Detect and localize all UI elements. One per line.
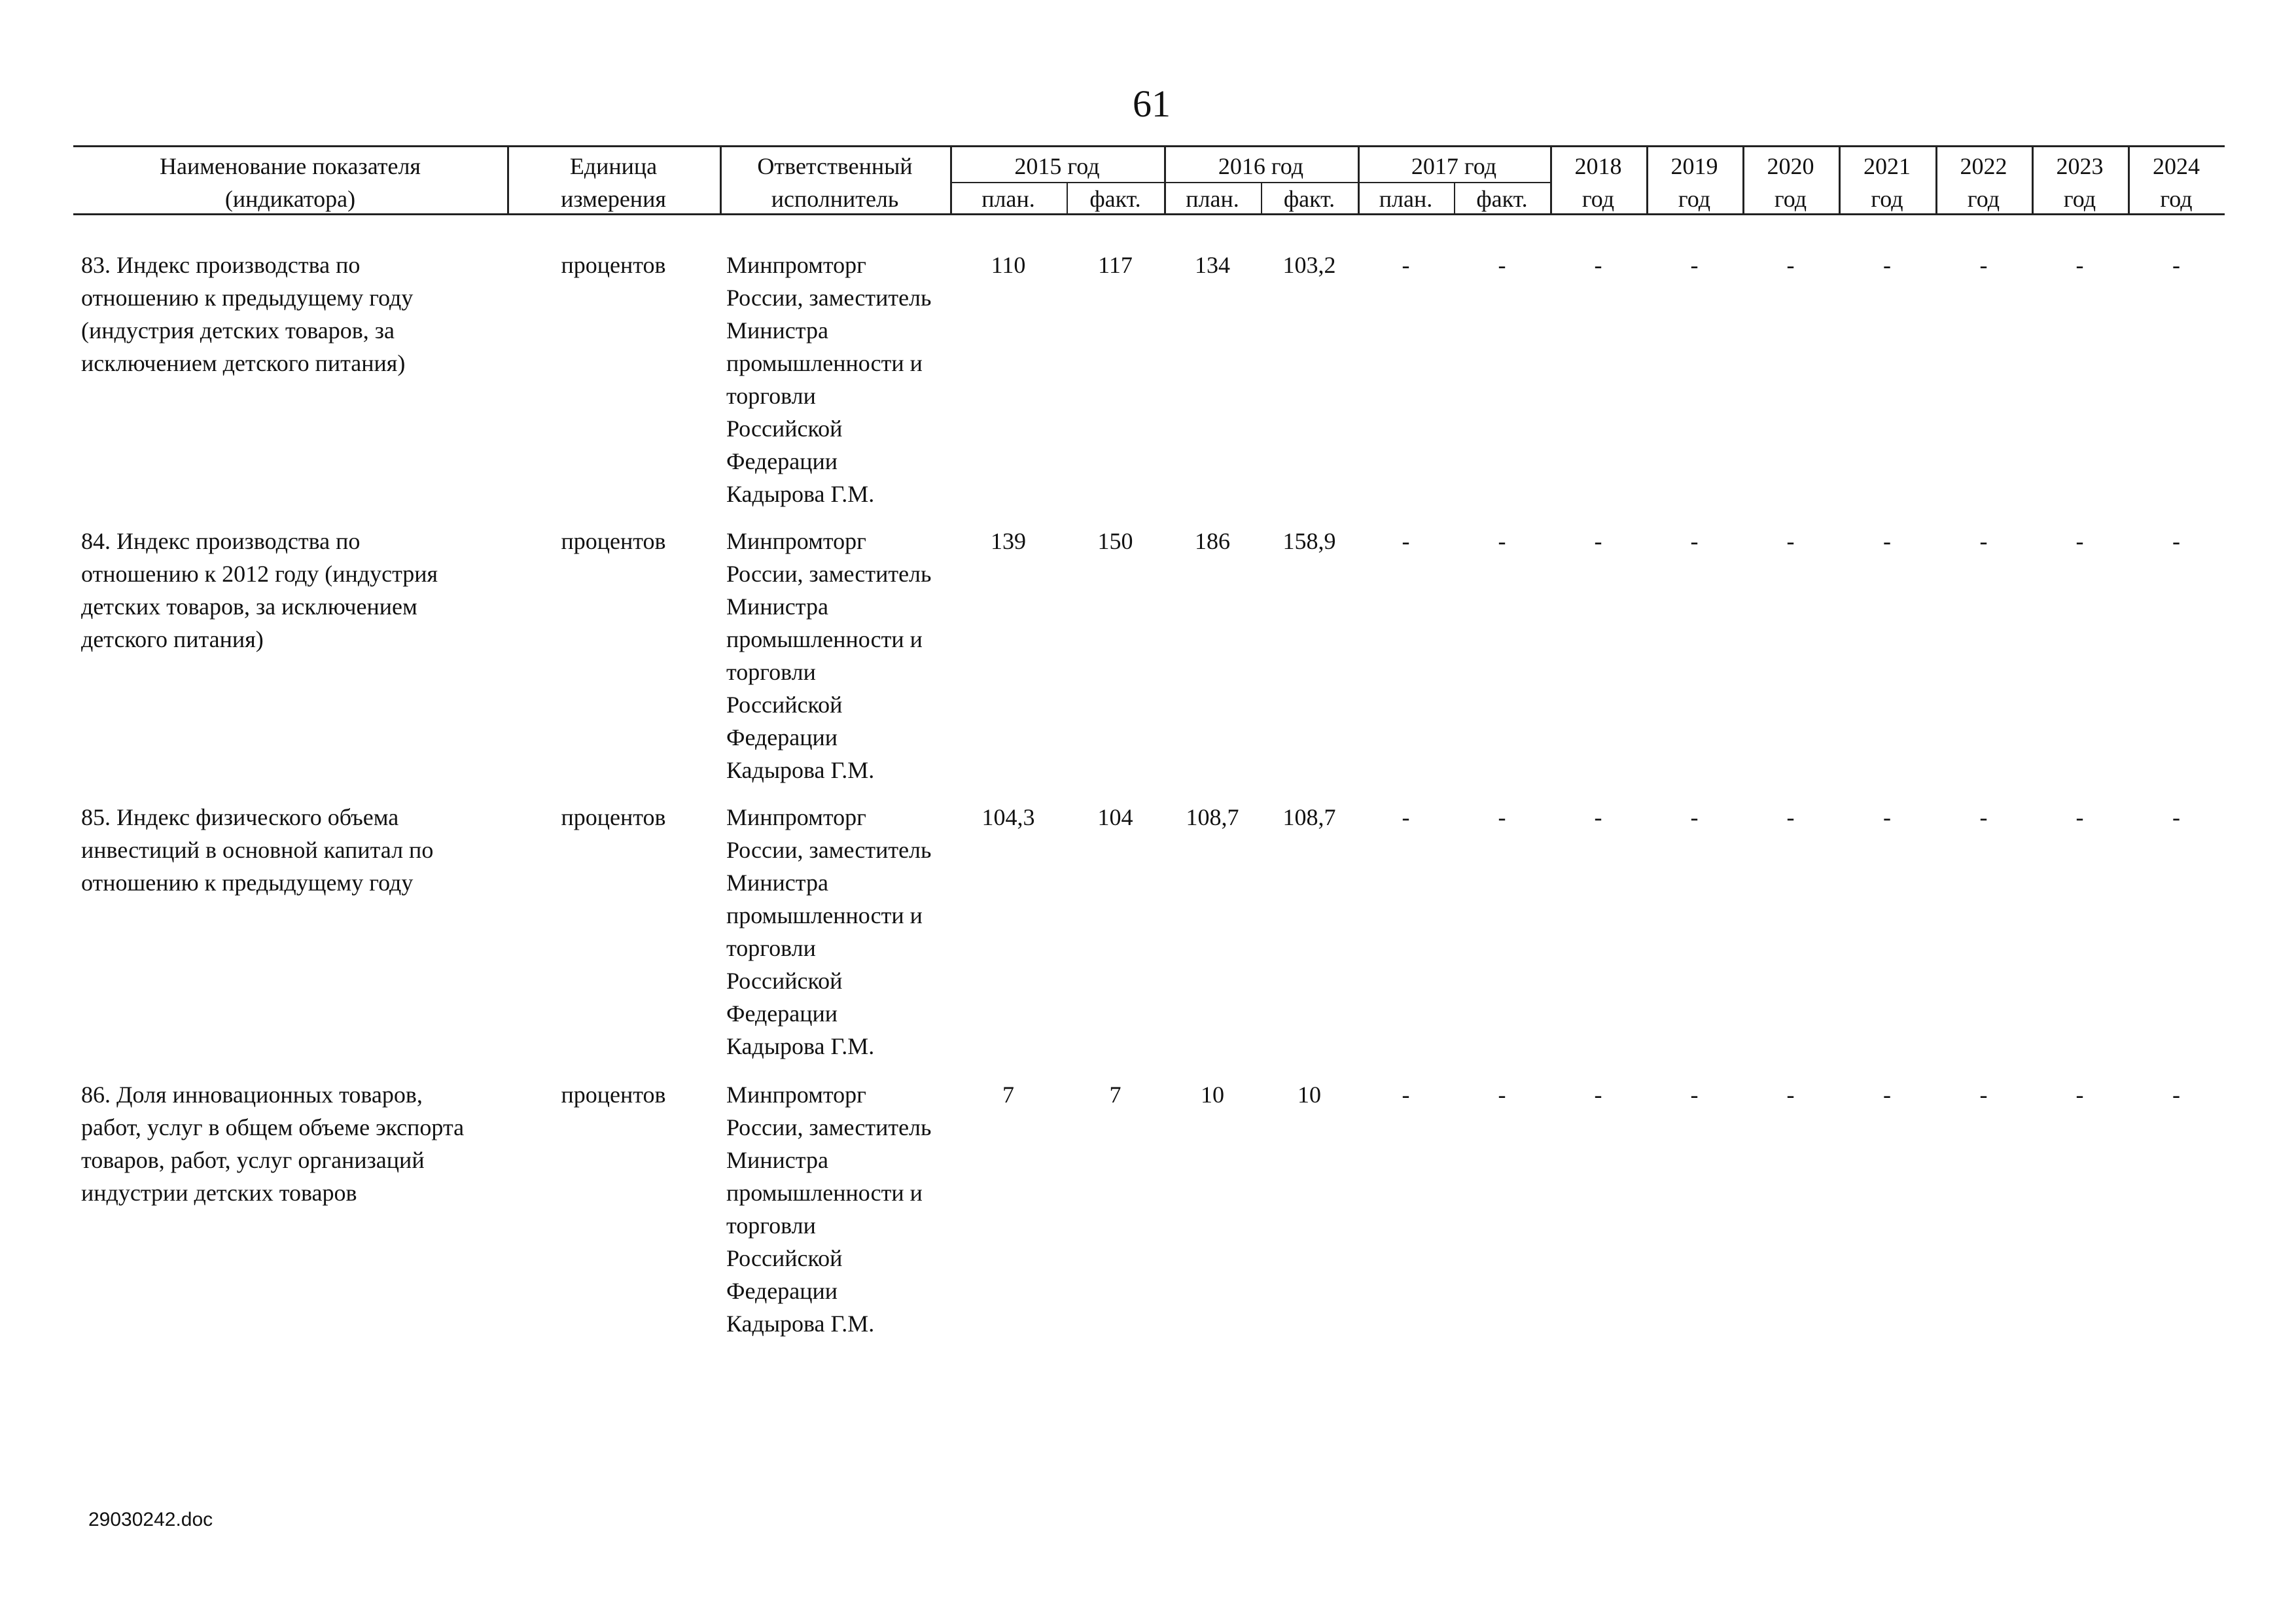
dash-cell: - — [2172, 528, 2180, 554]
value-cell: 117 — [1098, 252, 1133, 278]
dash-cell: - — [2075, 804, 2084, 830]
dash-cell: - — [1786, 1082, 1795, 1108]
indicator-name-line: индустрии детских товаров — [81, 1180, 357, 1206]
header-god: год — [1871, 186, 1903, 212]
responsible-line: торговли — [726, 659, 816, 685]
dash-cell: - — [1979, 804, 1988, 830]
dash-cell: - — [1979, 528, 1988, 554]
header-god: год — [1774, 186, 1807, 212]
unit-cell: процентов — [561, 252, 666, 278]
dash-cell: - — [1786, 804, 1795, 830]
responsible-line: Российской — [726, 415, 843, 442]
responsible-line: России, заместитель — [726, 285, 932, 311]
value-cell: 134 — [1195, 252, 1230, 278]
indicator-name-line: отношению к предыдущему году — [81, 285, 414, 311]
responsible-line: промышленности и — [726, 1180, 923, 1206]
responsible-line: России, заместитель — [726, 561, 932, 587]
indicator-name-line: отношению к предыдущему году — [81, 870, 414, 896]
indicator-name-line: работ, услуг в общем объеме экспорта — [81, 1114, 465, 1140]
header-resp-line2: исполнитель — [771, 186, 899, 212]
dash-cell: - — [2075, 252, 2084, 278]
header-year-2019: 2019 — [1670, 153, 1718, 179]
unit-cell: процентов — [561, 528, 666, 554]
header-year-2023: 2023 — [2056, 153, 2104, 179]
unit-cell: процентов — [561, 804, 666, 830]
responsible-line: Кадырова Г.М. — [726, 1311, 875, 1337]
value-cell: 104 — [1097, 804, 1133, 830]
dash-cell: - — [1594, 252, 1602, 278]
responsible-line: Минпромторг — [726, 1082, 866, 1108]
indicator-name-line: 86. Доля инновационных товаров, — [81, 1082, 423, 1108]
value-cell: 186 — [1195, 528, 1230, 554]
dash-cell: - — [2172, 1082, 2180, 1108]
header-plan-2016: план. — [1186, 186, 1239, 212]
responsible-line: Российской — [726, 968, 843, 994]
value-cell: 108,7 — [1282, 804, 1336, 830]
dash-cell: - — [1594, 528, 1602, 554]
responsible-line: Министра — [726, 593, 828, 620]
indicator-name-line: детских товаров, за исключением — [81, 593, 417, 620]
header-resp-line1: Ответственный — [757, 153, 913, 179]
unit-cell: процентов — [561, 1082, 666, 1108]
indicator-name-line: 83. Индекс производства по — [81, 252, 361, 278]
dash-cell: - — [1498, 804, 1506, 830]
dash-cell: - — [2172, 252, 2180, 278]
dash-cell: - — [2172, 804, 2180, 830]
responsible-line: Министра — [726, 1147, 828, 1173]
value-cell: 7 — [1109, 1082, 1122, 1108]
responsible-line: Кадырова Г.М. — [726, 481, 875, 507]
dash-cell: - — [1883, 528, 1891, 554]
responsible-line: Российской — [726, 692, 843, 718]
dash-cell: - — [1594, 804, 1602, 830]
header-fact-2015: факт. — [1089, 186, 1141, 212]
value-cell: 103,2 — [1282, 252, 1336, 278]
value-cell: 10 — [1201, 1082, 1224, 1108]
responsible-line: Федерации — [726, 724, 838, 750]
dash-cell: - — [2075, 1082, 2084, 1108]
header-plan-2017: план. — [1379, 186, 1433, 212]
value-cell: 158,9 — [1282, 528, 1336, 554]
indicator-name-line: 84. Индекс производства по — [81, 528, 361, 554]
indicator-name-line: 85. Индекс физического объема — [81, 804, 399, 830]
indicator-name-line: (индустрия детских товаров, за — [81, 317, 395, 344]
value-cell: 108,7 — [1186, 804, 1239, 830]
value-cell: 104,3 — [981, 804, 1035, 830]
responsible-line: промышленности и — [726, 350, 923, 376]
indicator-name-line: детского питания) — [81, 626, 264, 652]
header-name-line1: Наименование показателя — [160, 153, 421, 179]
responsible-line: Минпромторг — [726, 252, 866, 278]
dash-cell: - — [1402, 528, 1410, 554]
responsible-line: Федерации — [726, 448, 838, 474]
responsible-line: Федерации — [726, 1000, 838, 1027]
header-god: год — [2160, 186, 2193, 212]
dash-cell: - — [1979, 1082, 1988, 1108]
header-unit-line1: Единица — [569, 153, 658, 179]
indicator-name-line: товаров, работ, услуг организаций — [81, 1147, 425, 1173]
header-year-2022: 2022 — [1960, 153, 2007, 179]
header-year-2024: 2024 — [2153, 153, 2200, 179]
dash-cell: - — [1594, 1082, 1602, 1108]
header-name-line2: (индикатора) — [224, 186, 356, 212]
header-year-2021: 2021 — [1863, 153, 1911, 179]
indicator-name-line: инвестиций в основной капитал по — [81, 837, 434, 863]
responsible-line: торговли — [726, 383, 816, 409]
value-cell: 139 — [991, 528, 1026, 554]
header-god: год — [1967, 186, 2000, 212]
dash-cell: - — [1786, 528, 1795, 554]
responsible-line: Российской — [726, 1245, 843, 1271]
responsible-line: России, заместитель — [726, 1114, 932, 1140]
header-year-2018: 2018 — [1574, 153, 1622, 179]
footer-filename: 29030242.doc — [88, 1509, 213, 1530]
value-cell: 7 — [1002, 1082, 1014, 1108]
header-god: год — [2063, 186, 2096, 212]
dash-cell: - — [1883, 804, 1891, 830]
value-cell: 10 — [1298, 1082, 1321, 1108]
header-unit-line2: измерения — [561, 186, 666, 212]
indicator-name-line: исключением детского питания) — [81, 350, 406, 376]
header-year-2020: 2020 — [1767, 153, 1814, 179]
value-cell: 150 — [1097, 528, 1133, 554]
dash-cell: - — [1883, 252, 1891, 278]
header-god: год — [1678, 186, 1711, 212]
header-year-2015: 2015 год — [1014, 153, 1100, 179]
dash-cell: - — [1402, 252, 1410, 278]
responsible-line: торговли — [726, 1212, 816, 1239]
header-year-2016: 2016 год — [1218, 153, 1304, 179]
responsible-line: промышленности и — [726, 626, 923, 652]
responsible-line: Кадырова Г.М. — [726, 757, 875, 783]
header-fact-2017: факт. — [1476, 186, 1528, 212]
responsible-line: торговли — [726, 935, 816, 961]
dash-cell: - — [1690, 528, 1699, 554]
value-cell: 110 — [991, 252, 1026, 278]
page-number: 61 — [1133, 82, 1171, 125]
dash-cell: - — [1690, 1082, 1699, 1108]
responsible-line: Минпромторг — [726, 528, 866, 554]
dash-cell: - — [1979, 252, 1988, 278]
dash-cell: - — [2075, 528, 2084, 554]
responsible-line: Министра — [726, 870, 828, 896]
dash-cell: - — [1786, 252, 1795, 278]
responsible-line: промышленности и — [726, 902, 923, 928]
dash-cell: - — [1883, 1082, 1891, 1108]
responsible-line: Министра — [726, 317, 828, 344]
responsible-line: России, заместитель — [726, 837, 932, 863]
header-fact-2016: факт. — [1283, 186, 1335, 212]
header-god: год — [1581, 186, 1615, 212]
dash-cell: - — [1690, 252, 1699, 278]
header-plan-2015: план. — [981, 186, 1035, 212]
header-year-2017: 2017 год — [1411, 153, 1497, 179]
indicator-name-line: отношению к 2012 году (индустрия — [81, 561, 438, 587]
dash-cell: - — [1498, 252, 1506, 278]
responsible-line: Кадырова Г.М. — [726, 1033, 875, 1059]
dash-cell: - — [1402, 1082, 1410, 1108]
dash-cell: - — [1690, 804, 1699, 830]
header-top-rule — [73, 145, 2225, 147]
responsible-line: Минпромторг — [726, 804, 866, 830]
dash-cell: - — [1402, 804, 1410, 830]
dash-cell: - — [1498, 528, 1506, 554]
responsible-line: Федерации — [726, 1278, 838, 1304]
dash-cell: - — [1498, 1082, 1506, 1108]
